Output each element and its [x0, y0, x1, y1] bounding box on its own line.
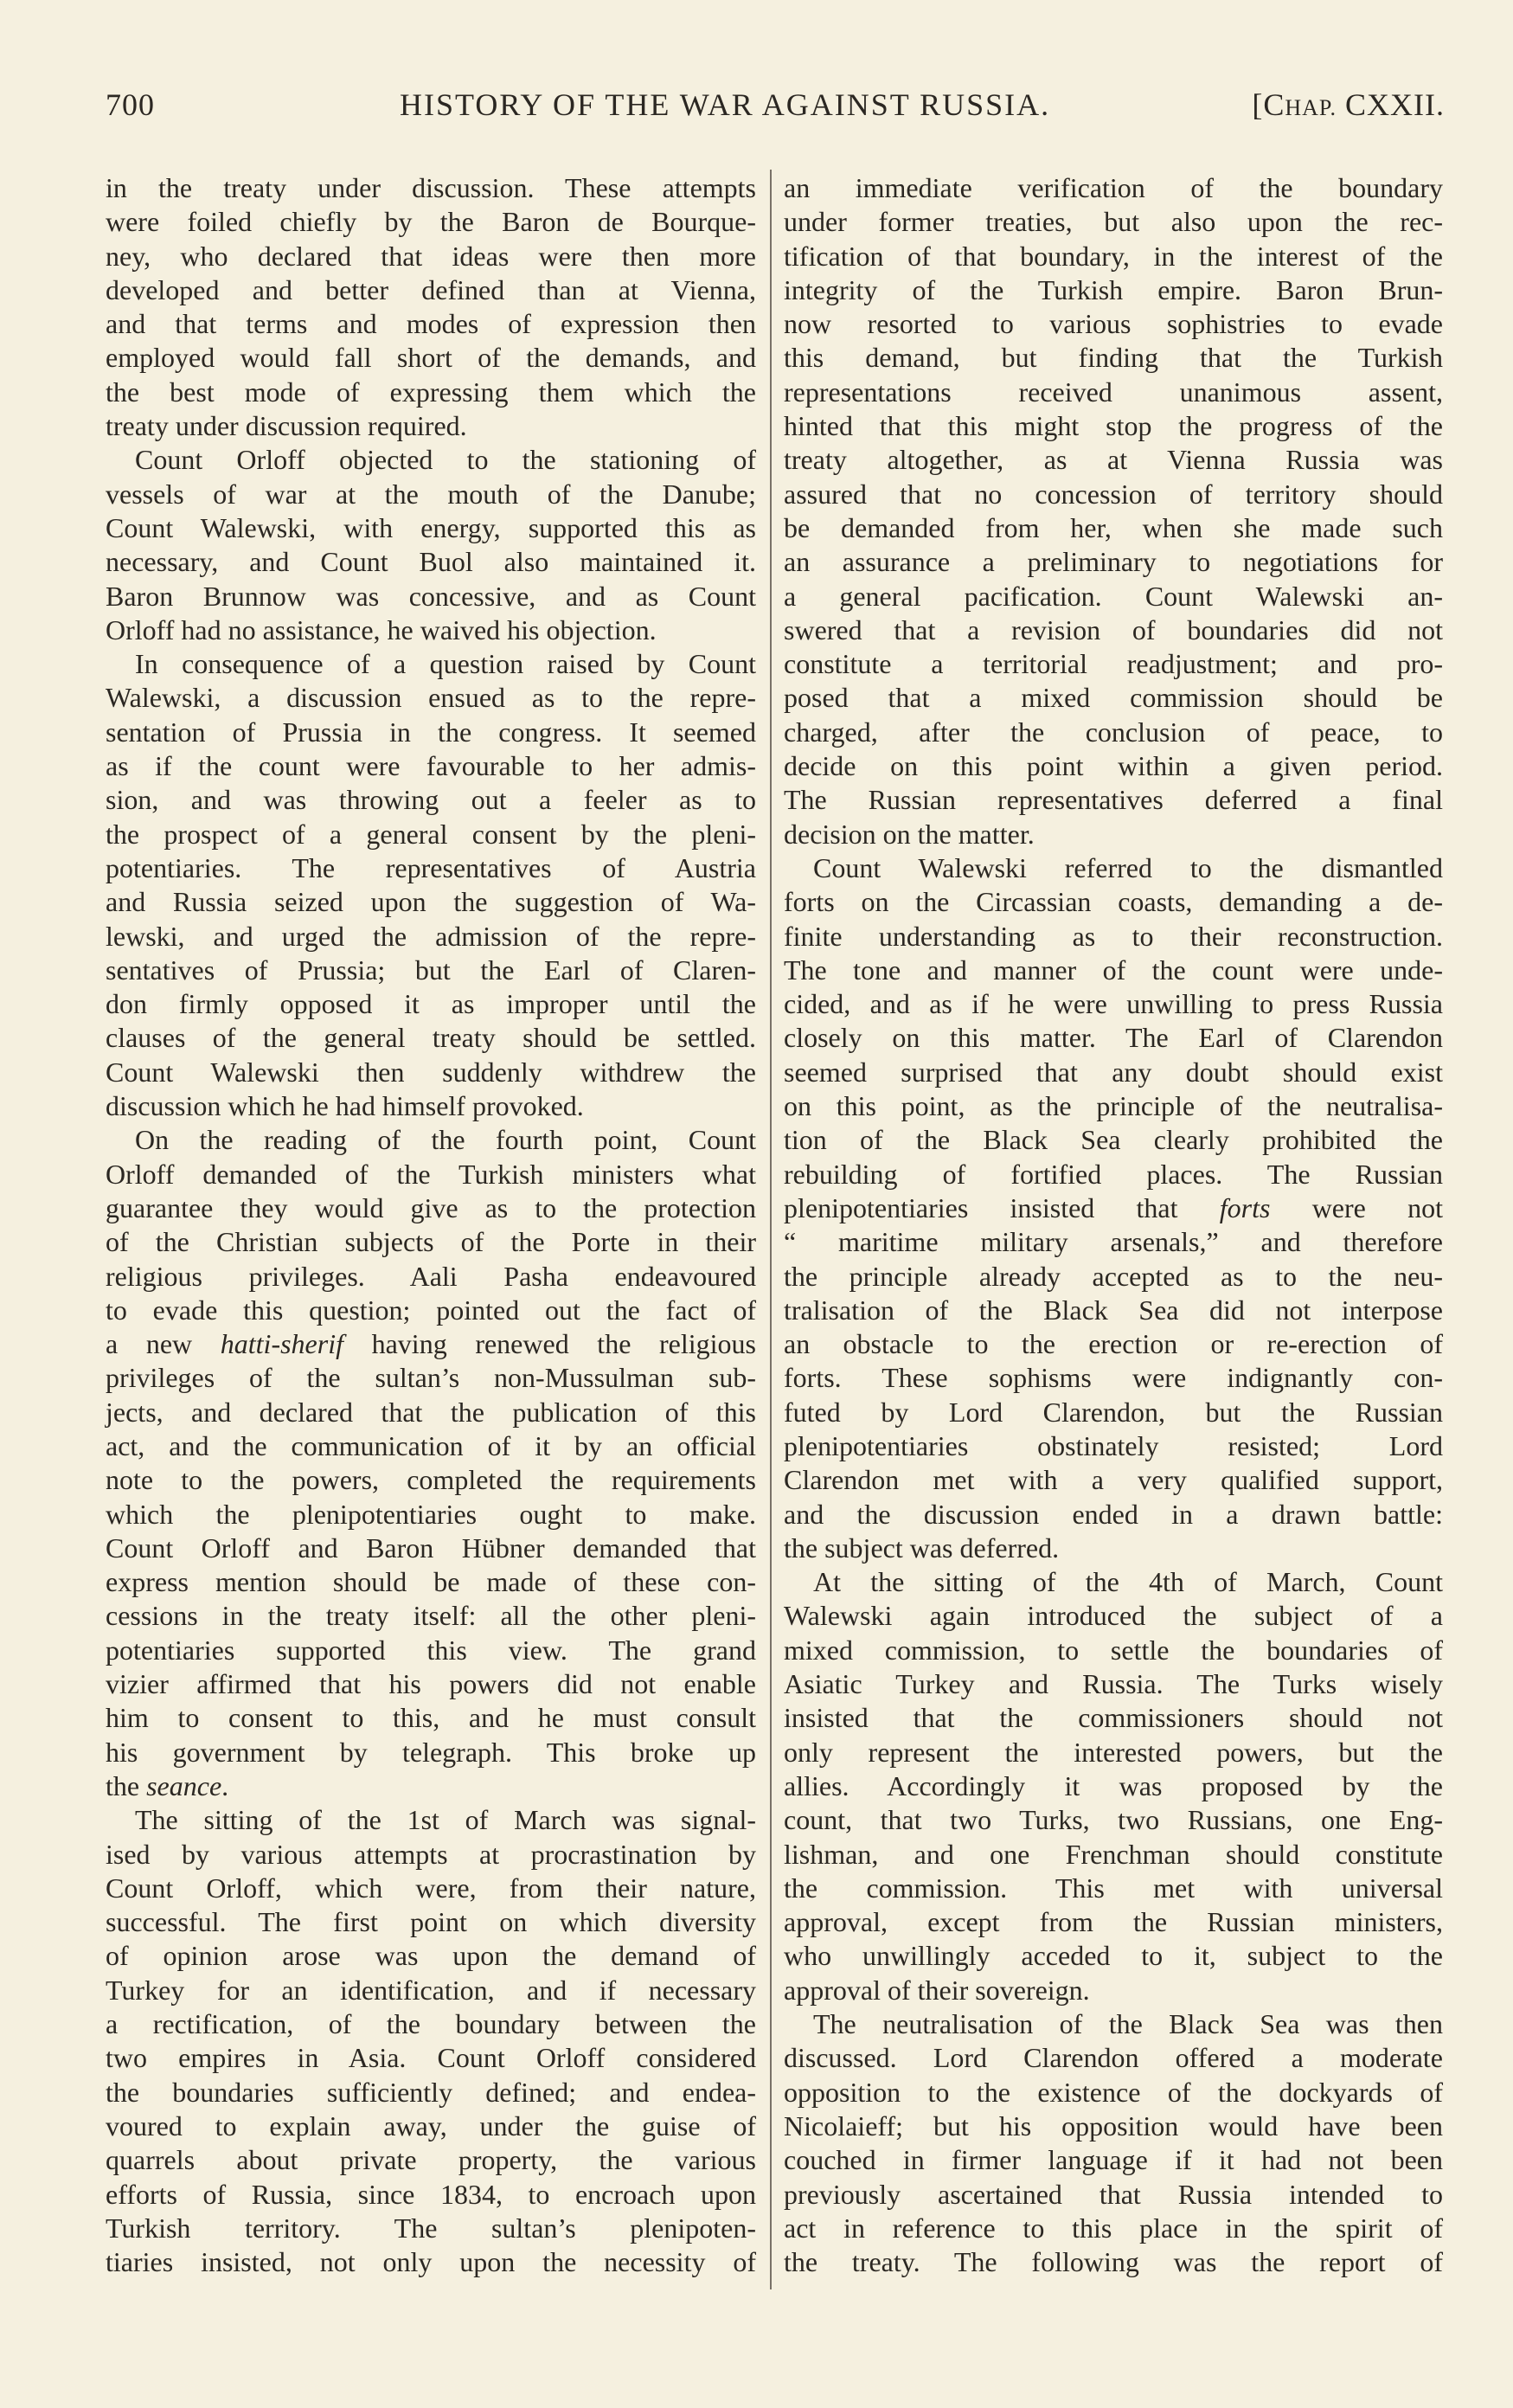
- text-line: ised by various attempts at procrastination by: [106, 1838, 756, 1870]
- text-line: discussed. Lord Clarendon offered a moderate: [784, 2042, 1443, 2074]
- text-line: mixed commission, to settle the boundaries of: [784, 1634, 1443, 1666]
- text-line: allies. Accordingly it was proposed by the: [784, 1769, 1443, 1801]
- text-line: this demand, but finding that the Turkish: [784, 342, 1443, 374]
- text-line: Walewski again introduced the subject of a: [784, 1600, 1443, 1632]
- text-line: tification of that boundary, in the interest of the: [784, 240, 1443, 272]
- text-line: developed and better defined than at Vienna,: [106, 273, 756, 305]
- text-line: the subject was deferred.: [784, 1531, 1060, 1564]
- text-line: closely on this matter. The Earl of Clarendon: [784, 1022, 1443, 1054]
- paragraph: [784, 171, 1443, 851]
- text-line: tion of the Black Sea clearly prohibited the: [784, 1124, 1443, 1156]
- text-line: express mention should be made of these con-: [106, 1566, 756, 1598]
- text-line: Nicolaieff; but his opposition would have been: [784, 2109, 1443, 2142]
- italic-text: seance: [146, 1769, 222, 1801]
- text-line: an obstacle to the erection or re-erection of: [784, 1328, 1443, 1360]
- text-line: were foiled chiefly by the Baron de Bourque-: [106, 206, 756, 238]
- paragraph: [106, 647, 756, 1123]
- text-line: and that terms and modes of expression then: [106, 308, 756, 340]
- text-line: religious privileges. Aali Pasha endeavoured: [106, 1260, 756, 1292]
- text-line: The Russian representatives deferred a final: [784, 784, 1443, 816]
- text-line: couched in firmer language if it had not been: [784, 2144, 1443, 2176]
- text-line: successful. The first point on which diversity: [106, 1906, 756, 1938]
- text-line: Walewski, a discussion ensued as to the repre-: [106, 682, 756, 714]
- text-line: and Russia seized upon the suggestion of Wa-: [106, 886, 756, 918]
- chapter-number: CXXII.: [1337, 87, 1445, 122]
- text-line: which the plenipotentiaries ought to make.: [106, 1498, 756, 1530]
- text-line: potentiaries. The representatives of Austria: [106, 851, 756, 883]
- text-line: vizier affirmed that his powers did not enable: [106, 1668, 756, 1700]
- text-line: note to the powers, completed the requirements: [106, 1464, 756, 1496]
- text-line: hinted that this might stop the progress of the: [784, 410, 1443, 442]
- page-number: 700: [106, 87, 155, 122]
- text-line: a general pacification. Count Walewski an-: [784, 580, 1443, 612]
- chapter-prefix: [C: [1252, 87, 1285, 122]
- text-line: The sitting of the 1st of March was signal-: [135, 1804, 756, 1836]
- text-line: opposition to the existence of the dockyards of: [784, 2076, 1443, 2108]
- text-line: assured that no concession of territory should: [784, 478, 1443, 510]
- column-divider: [770, 170, 772, 2289]
- italic-text: hatti-sherif: [220, 1328, 343, 1360]
- text-line: necessary, and Count Buol also maintained it.: [106, 546, 756, 578]
- text-line: the boundaries sufficiently defined; and endea-: [106, 2076, 756, 2108]
- text-line: cessions in the treaty itself: all the other pleni-: [106, 1600, 756, 1632]
- paragraph: [106, 1803, 756, 2279]
- paragraph: [106, 443, 756, 647]
- text-line: on this point, as the principle of the neutralisa-: [784, 1090, 1443, 1122]
- text-line: treaty under discussion required.: [106, 410, 467, 442]
- text-line: voured to explain away, under the guise of: [106, 2109, 756, 2142]
- text-line: insisted that the commissioners should not: [784, 1702, 1443, 1734]
- text-line: approval, except from the Russian ministers,: [784, 1906, 1443, 1938]
- text-segment: having renewed the religious: [343, 1328, 757, 1360]
- text-line: decide on this point within a given period.: [784, 750, 1443, 782]
- text-line: seemed surprised that any doubt should exist: [784, 1056, 1443, 1088]
- text-line: of the Christian subjects of the Porte in their: [106, 1226, 756, 1258]
- text-line: an immediate verification of the boundary: [784, 172, 1443, 203]
- text-line: potentiaries supported this view. The grand: [106, 1634, 756, 1666]
- text-line: Turkey for an identification, and if necessary: [106, 1974, 756, 2006]
- text-line: a rectification, of the boundary between the: [106, 2008, 756, 2040]
- text-line: who unwillingly acceded to it, subject to the: [784, 1940, 1443, 1972]
- text-line: In consequence of a question raised by Count: [135, 648, 756, 680]
- text-line: “ maritime military arsenals,” and therefore: [784, 1226, 1443, 1258]
- text-line: quarrels about private property, the various: [106, 2144, 756, 2176]
- paragraph: [106, 1123, 756, 1803]
- text-line: finite understanding as to their reconstruction.: [784, 920, 1443, 952]
- text-line: forts. These sophisms were indignantly con-: [784, 1362, 1443, 1394]
- text-line: don firmly opposed it as improper until the: [106, 988, 756, 1020]
- text-line: Count Orloff objected to the stationing of: [135, 444, 756, 476]
- text-line: The tone and manner of the count were unde-: [784, 954, 1443, 986]
- text-line: efforts of Russia, since 1834, to encroach upon: [106, 2178, 756, 2210]
- text-line: to evade this question; pointed out the fact of: [106, 1294, 756, 1326]
- text-line: lewski, and urged the admission of the repre-: [106, 920, 756, 952]
- text-line: ney, who declared that ideas were then more: [106, 240, 756, 272]
- text-line: integrity of the Turkish empire. Baron Brun-: [784, 273, 1443, 305]
- text-line: lishman, and one Frenchman should constitute: [784, 1838, 1443, 1870]
- text-line: Count Orloff, which were, from their nature,: [106, 1872, 756, 1904]
- text-line: count, that two Turks, two Russians, one Eng-: [784, 1804, 1443, 1836]
- text-line: [784, 1191, 1443, 1225]
- text-line: Clarendon met with a very qualified support,: [784, 1464, 1443, 1496]
- text-line: the prospect of a general consent by the pleni-: [106, 818, 756, 850]
- running-title: HISTORY OF THE WAR AGAINST RUSSIA.: [400, 87, 1051, 122]
- text-line: be demanded from her, when she made such: [784, 511, 1443, 543]
- text-line: decision on the matter.: [784, 818, 1035, 850]
- text-line: act in reference to this place in the spirit of: [784, 2212, 1443, 2244]
- text-line: Count Walewski referred to the dismantled: [813, 851, 1443, 883]
- text-line: cided, and as if he were unwilling to press Russia: [784, 988, 1443, 1020]
- text-line: clauses of the general treaty should be settled.: [106, 1022, 756, 1054]
- text-line: him to consent to this, and he must consult: [106, 1702, 756, 1734]
- italic-text: forts: [1219, 1191, 1271, 1223]
- text-line: guarantee they would give as to the protection: [106, 1191, 756, 1223]
- text-line: rebuilding of fortified places. The Russian: [784, 1158, 1443, 1190]
- text-segment: plenipotentiaries insisted that: [784, 1191, 1220, 1223]
- text-line: only represent the interested powers, but the: [784, 1736, 1443, 1768]
- right-column: [784, 171, 1443, 2279]
- text-line: Count Walewski, with energy, supported this as: [106, 511, 756, 543]
- text-line: the treaty. The following was the report of: [784, 2246, 1443, 2278]
- text-line: Orloff had no assistance, he waived his objection.: [106, 613, 657, 645]
- text-line: act, and the communication of it by an official: [106, 1429, 756, 1461]
- text-line: Orloff demanded of the Turkish ministers what: [106, 1158, 756, 1190]
- text-line: employed would fall short of the demands, and: [106, 342, 756, 374]
- text-line: [106, 1327, 756, 1361]
- text-line: the commission. This met with universal: [784, 1872, 1443, 1904]
- text-line: On the reading of the fourth point, Count: [135, 1124, 756, 1156]
- text-line: treaty altogether, as at Vienna Russia was: [784, 444, 1443, 476]
- text-line: discussion which he had himself provoked.: [106, 1090, 584, 1122]
- text-line: charged, after the conclusion of peace, to: [784, 716, 1443, 748]
- text-line: swered that a revision of boundaries did not: [784, 613, 1443, 645]
- text-line: the principle already accepted as to the neu-: [784, 1260, 1443, 1292]
- text-line: under former treaties, but also upon the rec-: [784, 206, 1443, 238]
- text-line: Turkish territory. The sultan’s plenipoten-: [106, 2212, 756, 2244]
- text-line: now resorted to various sophistries to evade: [784, 308, 1443, 340]
- text-line: representations received unanimous assent,: [784, 376, 1443, 408]
- text-line: privileges of the sultan’s non-Mussulman sub-: [106, 1362, 756, 1394]
- text-line: vessels of war at the mouth of the Danube;: [106, 478, 756, 510]
- chapter-label: [1252, 87, 1445, 123]
- text-line: At the sitting of the 4th of March, Count: [813, 1566, 1443, 1598]
- text-line: Count Walewski then suddenly withdrew the: [106, 1056, 756, 1088]
- text-segment: a new: [106, 1328, 221, 1360]
- text-line: of opinion arose was upon the demand of: [106, 1940, 756, 1972]
- text-line: sentatives of Prussia; but the Earl of Claren-: [106, 954, 756, 986]
- paragraph: [784, 1565, 1443, 2007]
- text-segment: the: [106, 1769, 147, 1801]
- text-line: [106, 1769, 756, 1803]
- text-line: jects, and declared that the publication of this: [106, 1396, 756, 1428]
- text-line: his government by telegraph. This broke up: [106, 1736, 756, 1768]
- text-line: and the discussion ended in a drawn battle:: [784, 1498, 1443, 1530]
- paragraph: [784, 2007, 1443, 2279]
- text-line: in the treaty under discussion. These attempts: [106, 172, 756, 203]
- text-line: approval of their sovereign.: [784, 1974, 1090, 2006]
- running-header: [106, 87, 1445, 130]
- text-line: an assurance a preliminary to negotiations for: [784, 546, 1443, 578]
- text-line: Baron Brunnow was concessive, and as Count: [106, 580, 756, 612]
- text-line: tiaries insisted, not only upon the necessity of: [106, 2246, 756, 2278]
- text-line: previously ascertained that Russia intended to: [784, 2178, 1443, 2210]
- text-line: constitute a territorial readjustment; and pro-: [784, 648, 1443, 680]
- paragraph: [784, 851, 1443, 1565]
- left-column: [106, 171, 756, 2279]
- text-line: plenipotentiaries obstinately resisted; Lord: [784, 1429, 1443, 1461]
- text-line: sentation of Prussia in the congress. It seemed: [106, 716, 756, 748]
- text-line: posed that a mixed commission should be: [784, 682, 1443, 714]
- text-line: Count Orloff and Baron Hübner demanded that: [106, 1531, 756, 1564]
- text-line: The neutralisation of the Black Sea was then: [813, 2008, 1443, 2040]
- text-segment: were not: [1270, 1191, 1444, 1223]
- text-line: the best mode of expressing them which the: [106, 376, 756, 408]
- text-line: as if the count were favourable to her admis-: [106, 750, 756, 782]
- text-line: sion, and was throwing out a feeler as to: [106, 784, 756, 816]
- chapter-small: HAP.: [1285, 95, 1337, 120]
- text-segment: .: [221, 1769, 229, 1801]
- text-line: tralisation of the Black Sea did not interpose: [784, 1294, 1443, 1326]
- text-line: forts on the Circassian coasts, demanding a de-: [784, 886, 1443, 918]
- text-line: Asiatic Turkey and Russia. The Turks wisely: [784, 1668, 1443, 1700]
- text-line: two empires in Asia. Count Orloff considered: [106, 2042, 756, 2074]
- text-line: futed by Lord Clarendon, but the Russian: [784, 1396, 1443, 1428]
- paragraph: [106, 171, 756, 443]
